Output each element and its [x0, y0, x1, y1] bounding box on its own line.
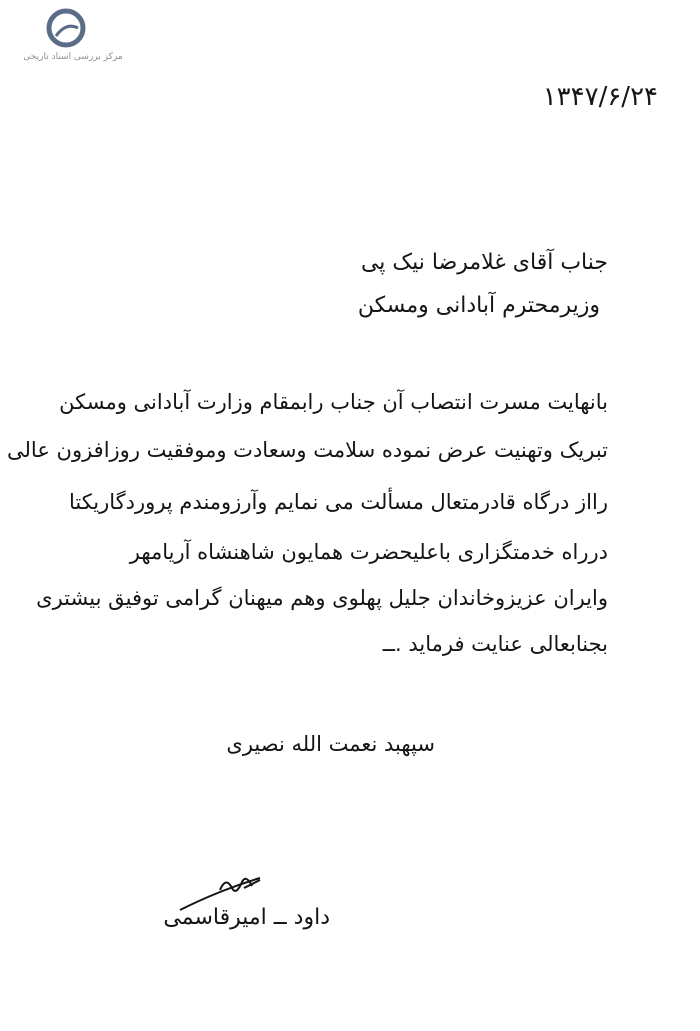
body-line: رااز درگاه قادرمتعال مسألت می نمایم وآرزومندم پروردگاریکتا: [68, 490, 608, 514]
body-line: بجنابعالی عنایت فرماید .ــ: [382, 632, 608, 656]
addressee-line: جناب آقای غلامرضا نیک پی: [360, 250, 608, 275]
addressee-title-line: وزیرمحترم آبادانی ومسکن: [357, 293, 600, 318]
body-line: بانهایت مسرت انتصاب آن جناب رابمقام وزارت آبادانی ومسکن: [59, 390, 608, 414]
body-line: درراه خدمتگزاری باعلیحضرت همایون شاهنشاه آریامهر: [129, 540, 608, 564]
signer-name: داود ــ امیرقاسمی: [163, 905, 330, 930]
body-line: وایران عزیزوخاندان جلیل پهلوی وهم میهنان گرامی توفیق بیشتری: [36, 586, 608, 610]
archive-logo-icon: [44, 8, 88, 48]
sender-name: سپهبد نعمت الله نصیری: [226, 732, 435, 756]
body-line: تبریک وتهنیت عرض نموده سلامت وسعادت وموفقیت روزافزون عالی: [7, 438, 608, 462]
archive-logo: [8, 8, 138, 68]
letter-date: ۱۳۴۷/۶/۲۴: [542, 82, 658, 112]
archive-logo-text: مرکز بررسی اسناد تاریخی: [23, 52, 123, 62]
